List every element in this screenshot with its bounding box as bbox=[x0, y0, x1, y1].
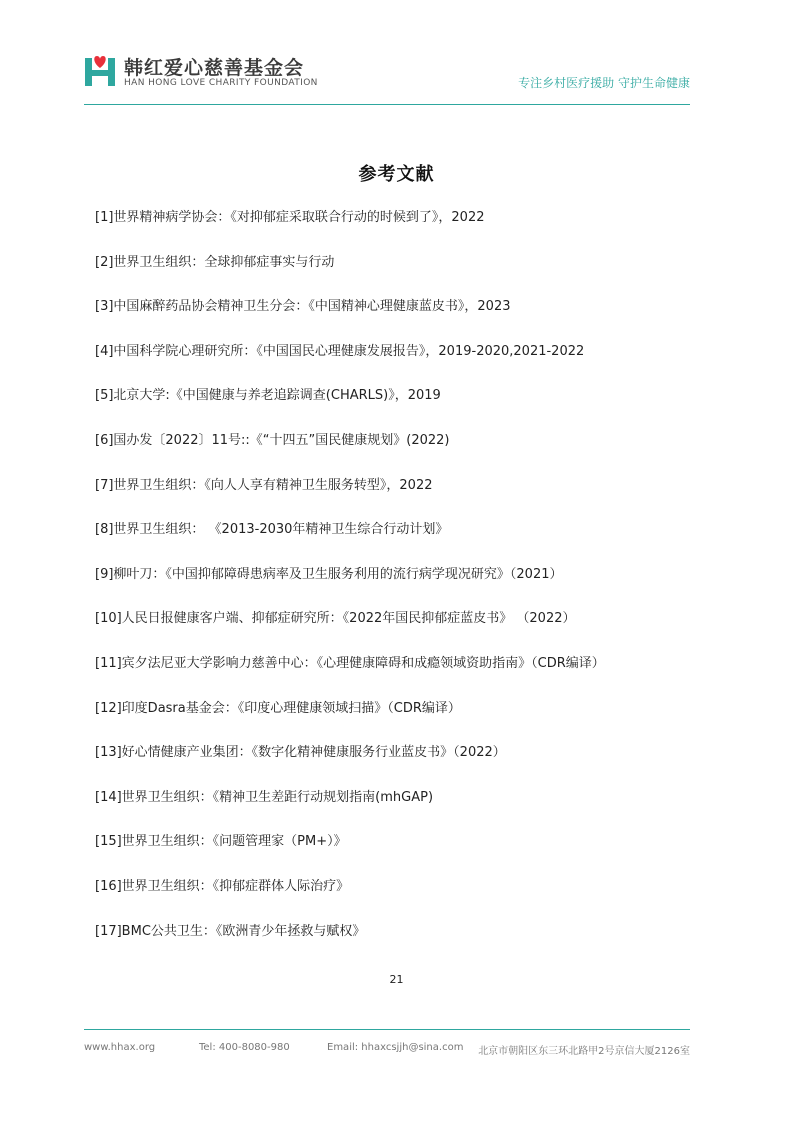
reference-item: [10]人民日报健康客户端、抑郁症研究所：《2022年国民抑郁症蓝皮书》 （2022） bbox=[95, 611, 576, 627]
org-name-en: HAN HONG LOVE CHARITY FOUNDATION bbox=[124, 78, 318, 88]
org-name-cn: 韩红爱心慈善基金会 bbox=[124, 57, 305, 79]
footer-tel: Tel: 400-8080-980 bbox=[199, 1042, 290, 1053]
reference-item: [7]世界卫生组织：《向人人享有精神卫生服务转型》，2022 bbox=[95, 477, 433, 493]
reference-item: [11]宾夕法尼亚大学影响力慈善中心：《心理健康障碍和成瘾领域资助指南》（CDR编译） bbox=[95, 655, 605, 671]
reference-item: [15]世界卫生组织：《问题管理家（PM+）》 bbox=[95, 834, 347, 850]
header-slogan: 专注乡村医疗援助 守护生命健康 bbox=[518, 76, 690, 90]
reference-item: [1]世界精神病学协会：《对抑郁症采取联合行动的时候到了》，2022 bbox=[95, 210, 485, 225]
reference-item: [12]印度Dasra基金会：《印度心理健康领域扫描》（CDR编译） bbox=[95, 700, 461, 716]
reference-item: [8]世界卫生组织： 《2013-2030年精神卫生综合行动计划》 bbox=[95, 522, 449, 538]
footer-address: 北京市朝阳区东三环北路甲2号京信大厦2126室 bbox=[478, 1046, 690, 1057]
reference-item: [3]中国麻醉药品协会精神卫生分会：《中国精神心理健康蓝皮书》，2023 bbox=[95, 299, 511, 315]
reference-item: [9]柳叶刀：《中国抑郁障碍患病率及卫生服务利用的流行病学现况研究》（2021） bbox=[95, 566, 563, 582]
footer-divider bbox=[84, 1029, 690, 1030]
reference-item: [16]世界卫生组织：《抑郁症群体人际治疗》 bbox=[95, 878, 350, 894]
reference-item: [5]北京大学:《中国健康与养老追踪调查(CHARLS)》，2019 bbox=[95, 388, 441, 404]
page-header bbox=[0, 0, 793, 106]
footer-website: www.hhax.org bbox=[84, 1042, 156, 1053]
header-divider bbox=[84, 104, 690, 105]
footer-email: Email: hhaxcsjjh@sina.com bbox=[327, 1042, 464, 1053]
page-title: 参考文献 bbox=[358, 164, 435, 185]
hh-heart-logo-icon bbox=[84, 55, 116, 87]
reference-item: [4]中国科学院心理研究所：《中国国民心理健康发展报告》，2019-2020,2021-2022 bbox=[95, 343, 585, 359]
reference-item: [14]世界卫生组织：《精神卫生差距行动规划指南(mhGAP) bbox=[95, 789, 434, 805]
reference-item: [6]国办发〔2022〕11号::《“十四五”国民健康规划》(2022) bbox=[95, 432, 450, 448]
page-number: 21 bbox=[389, 973, 404, 986]
reference-item: [17]BMC公共卫生：《欧洲青少年拯救与赋权》 bbox=[95, 923, 366, 939]
reference-list bbox=[95, 208, 715, 966]
reference-item: [2]世界卫生组织：全球抑郁症事实与行动 bbox=[95, 254, 335, 270]
reference-item: [13]好心情健康产业集团：《数字化精神健康服务行业蓝皮书》（2022） bbox=[95, 745, 506, 761]
